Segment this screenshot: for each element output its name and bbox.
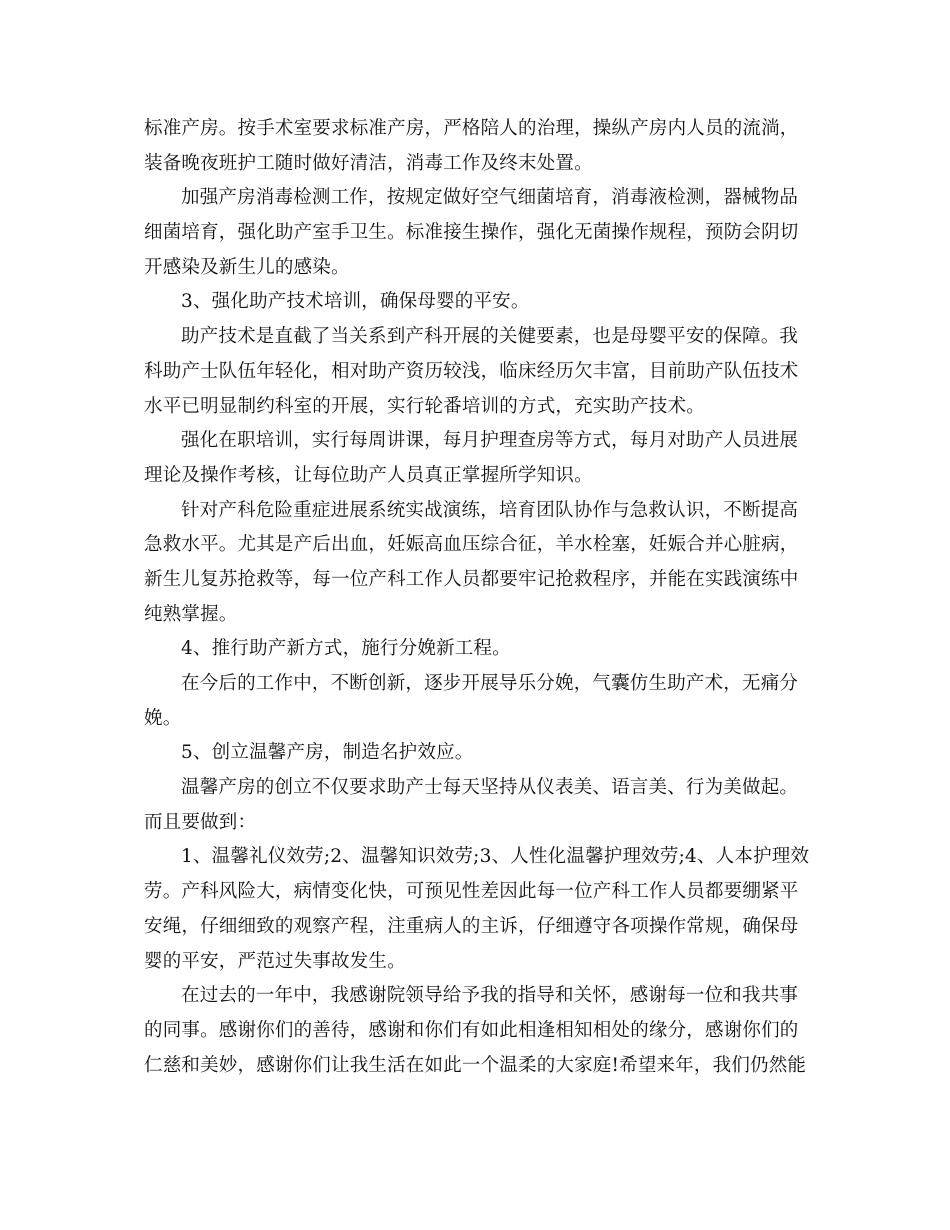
text-line: 娩。 — [144, 707, 182, 729]
text-line: 理论及操作考核，让每位助产人员真正掌握所学知识。 — [144, 464, 593, 486]
text-line: 仁慈和美妙，感谢你们让我生活在如此一个温柔的大家庭!希望来年，我们仍然能 — [144, 1054, 807, 1076]
text-line: 而且要做到： — [144, 811, 257, 833]
text-line: 3、强化助产技术培训，确保母婴的平安。 — [181, 291, 530, 313]
text-line: 安绳，仔细细致的观察产程，注重病人的主诉，仔细遵守各项操作常规，确保母 — [144, 915, 799, 937]
text-line: 在今后的工作中，不断创新，逐步开展导乐分娩，气囊仿生助产术，无痛分 — [181, 673, 799, 694]
text-line: 开感染及新生儿的感染。 — [144, 256, 350, 278]
text-line: 装备晚夜班护工随时做好清洁，消毒工作及终末处置。 — [144, 152, 593, 174]
text-line: 加强产房消毒检测工作，按规定做好空气细菌培育，消毒液检测，器械物品 — [181, 187, 799, 209]
text-line: 标准产房。按手术室要求标准产房，严格陪人的治理，操纵产房内人员的流淌， — [144, 118, 799, 139]
text-line: 1、温馨礼仪效劳;2、温馨知识效劳;3、人性化温馨护理效劳;4、人本护理效 — [181, 846, 810, 868]
text-line: 的同事。感谢你们的善待，感谢和你们有如此相逢相知相处的缘分，感谢你们的 — [144, 1019, 799, 1041]
text-line: 水平已明显制约科室的开展，实行轮番培训的方式，充实助产技术。 — [144, 395, 706, 417]
text-line: 急救水平。尤其是产后出血，妊娠高血压综合征，羊水栓塞，妊娠合并心脏病， — [144, 534, 799, 556]
text-line: 劳。产科风险大，病情变化快，可预见性差因此每一位产科工作人员都要绷紧平 — [144, 881, 799, 903]
text-line: 针对产科危险重症进展系统实战演练，培育团队协作与急救认识，不断提高 — [181, 499, 799, 521]
text-line: 科助产士队伍年轻化，相对助产资历较浅，临床经历欠丰富，目前助产队伍技术 — [144, 360, 799, 382]
text-line: 在过去的一年中，我感谢院领导给予我的指导和关怀，感谢每一位和我共事 — [181, 985, 799, 1007]
text-line: 5、创立温馨产房，制造名护效应。 — [181, 742, 474, 764]
text-line: 细菌培育，强化助产室手卫生。标准接生操作，强化无菌操作规程，预防会阴切 — [144, 222, 799, 244]
text-line: 4、推行助产新方式，施行分娩新工程。 — [181, 638, 511, 660]
text-line: 强化在职培训，实行每周讲课，每月护理查房等方式，每月对助产人员进展 — [181, 430, 799, 452]
text-line: 婴的平安，严范过失事故发生。 — [144, 950, 406, 972]
text-line: 纯熟掌握。 — [144, 603, 238, 625]
document-body — [144, 112, 810, 1083]
text-line: 温馨产房的创立不仅要求助产士每天坚持从仪表美、语言美、行为美做起。 — [181, 777, 799, 799]
text-line: 助产技术是直截了当关系到产科开展的关健要素，也是母婴平安的保障。我 — [181, 326, 799, 348]
text-line: 新生儿复苏抢救等，每一位产科工作人员都要牢记抢救程序，并能在实践演练中 — [144, 568, 799, 590]
